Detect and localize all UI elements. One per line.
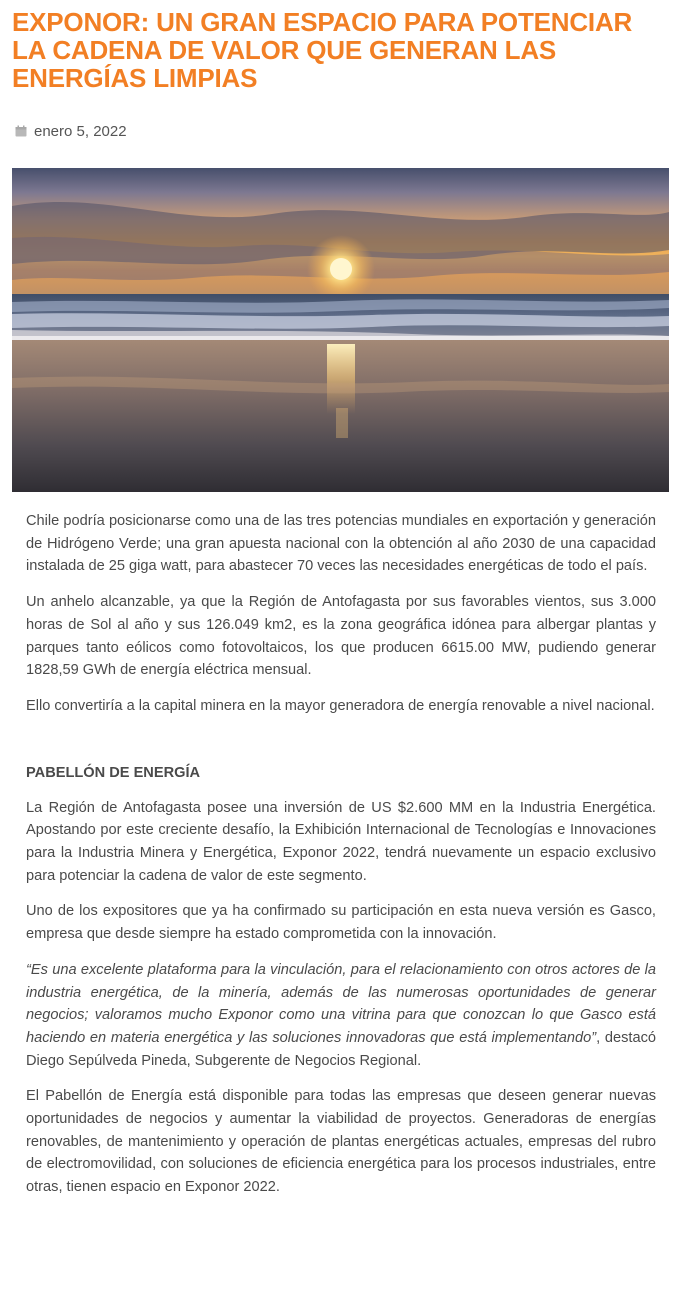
post-date: enero 5, 2022 — [34, 122, 127, 140]
section-heading: PABELLÓN DE ENERGÍA — [26, 764, 201, 781]
paragraph: Un anhelo alcanzable, ya que la Región de Antofagasta por sus favorables vientos, sus 3.000 horas de Sol al año y sus 126.049 km2, es la zona geográfica idónea para albergar plantas y parques tanto eólicos como fotovoltaicos, los que producen 6615.00 MW, pudiendo generar 1828,59 GWh de energía eléctrica mensual. — [26, 594, 656, 679]
quote: “Es una excelente plataforma para la vinculación, para el relacionamiento con otros actores de la industria energética, de la minería, además de las numerosas oportunidades de generar negocios; valoramos mucho Exponor como una vitrina para que conozcan lo que Gasco está haciendo en materia energética y las soluciones innovadoras que está implementando” — [26, 961, 656, 1046]
hero-image — [12, 168, 669, 492]
article-title: EXPONOR: UN GRAN ESPACIO PARA POTENCIAR LA CADENA DE VALOR QUE GENERAN LAS ENERGÍAS LIMPIAS — [12, 7, 633, 93]
paragraph: El Pabellón de Energía está disponible para todas las empresas que deseen generar nuevas oportunidades de negocios y aumentar la viabilidad de proyectos. Generadoras de energías renovables, de mantenimiento y operación de plantas energéticas actuales, empresas del rubro de electromovilidad, con soluciones de eficiencia energética para los procesos industriales, entre otras, tienen espacio en Exponor 2022. — [26, 1088, 656, 1196]
paragraph: Chile podría posicionarse como una de las tres potencias mundiales en exportación y generación de Hidrógeno Verde; una gran apuesta nacional con la obtención al año 2030 de una capacidad instalada de 25 giga watt, para abastecer 70 veces las necesidades energéticas de todo el país. — [26, 513, 656, 575]
paragraph: La Región de Antofagasta posee una inversión de US $2.600 MM en la Industria Energética. Apostando por este creciente desafío, la Exhibición Internacional de Tecnologías e Innovaciones para la Industria Minera y Energética, Exponor 2022, tendrá nuevamente un espacio exclusivo para potenciar la cadena de valor de este segmento. — [26, 799, 656, 884]
paragraph: Uno de los expositores que ya ha confirmado su participación en esta nueva versión es Gasco, empresa que desde siempre ha estado comprometida con la innovación. — [26, 903, 656, 943]
paragraph: Ello convertiría a la capital minera en la mayor generadora de energía renovable a nivel nacional. — [26, 697, 655, 714]
quote-attribution: , destacó Diego Sepúlveda Pineda, Subgerente de Negocios Regional. — [26, 1029, 656, 1069]
post-meta — [15, 121, 127, 141]
article-body — [26, 510, 656, 1212]
quote-paragraph — [26, 959, 656, 1073]
calendar-icon — [15, 125, 27, 137]
